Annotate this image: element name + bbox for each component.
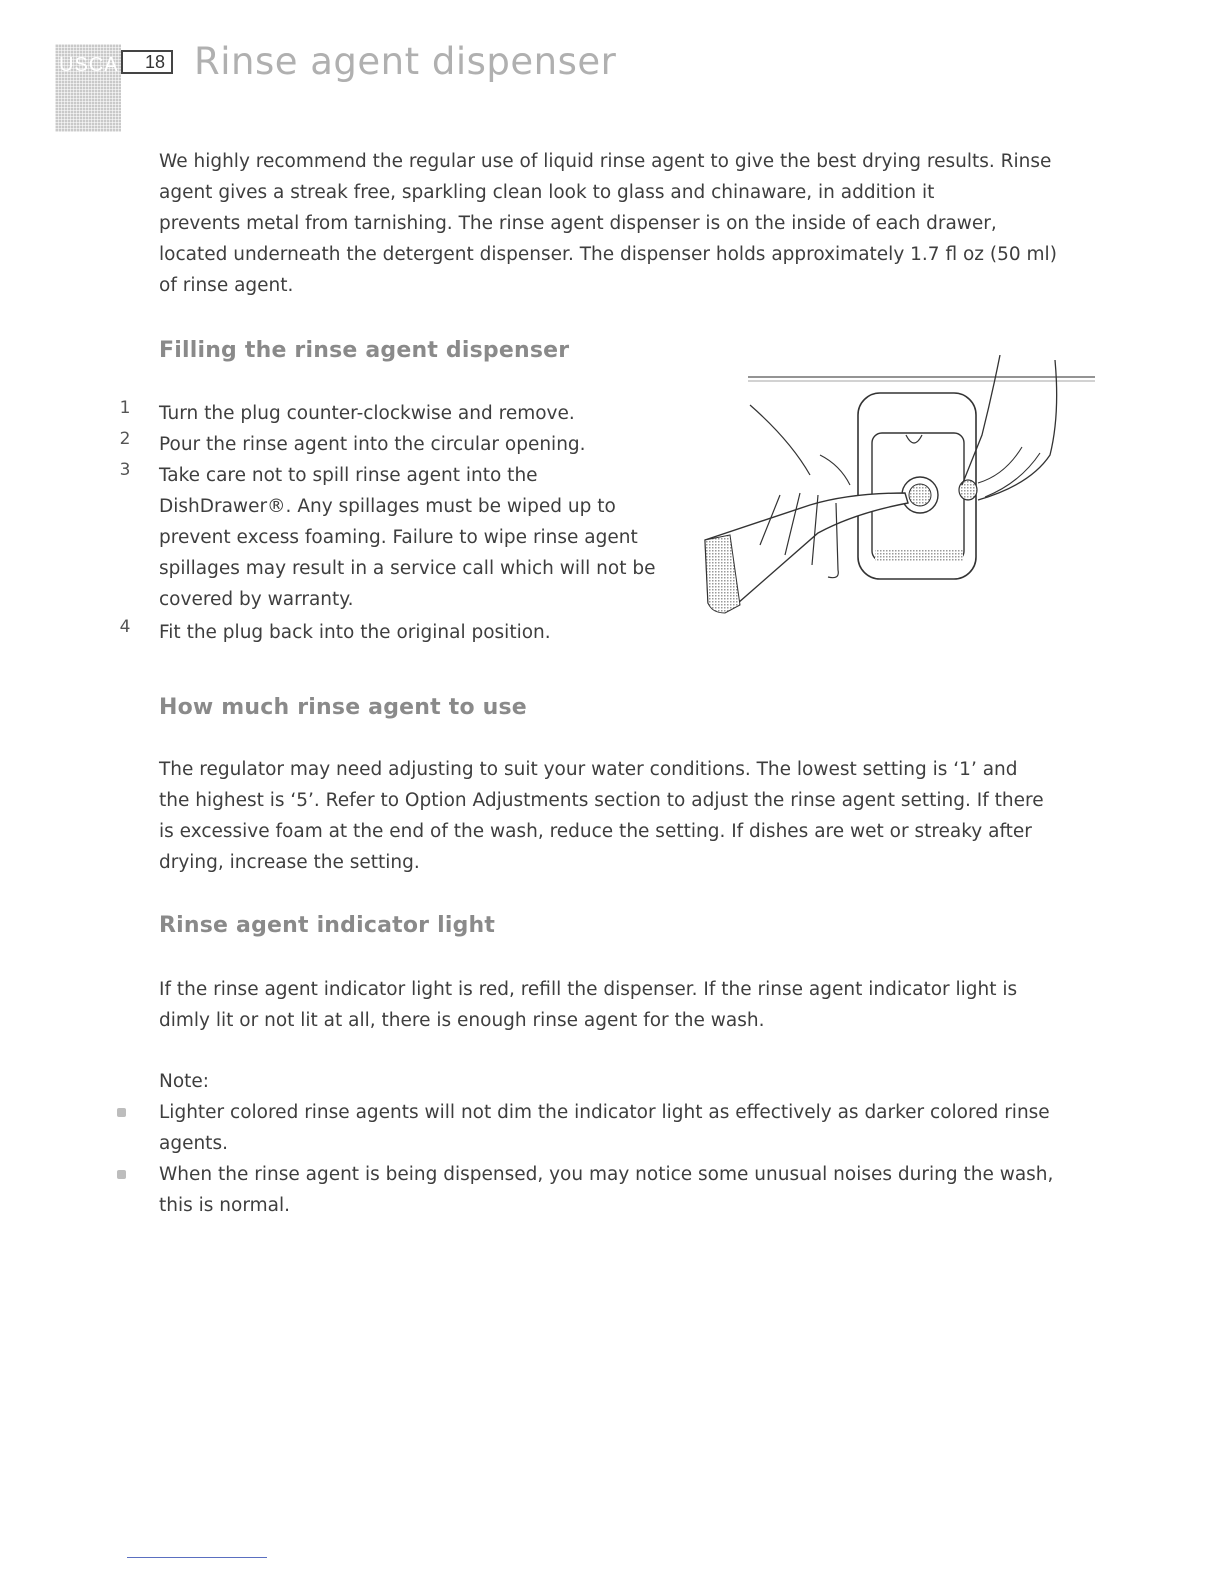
dispenser-shading xyxy=(875,550,963,562)
step-number: 4 xyxy=(119,617,131,637)
bullet-icon xyxy=(117,1170,126,1179)
intro-line: agent gives a streak free, sparkling clean look to glass and chinaware, in addition it xyxy=(159,182,935,203)
page-number: 18 xyxy=(121,50,173,74)
intro-line: of rinse agent. xyxy=(159,275,294,296)
rinse-opening-inner xyxy=(909,484,931,506)
step-text xyxy=(159,460,699,615)
plug-icon xyxy=(959,480,977,500)
step-line: covered by warranty. xyxy=(159,589,354,610)
bullet-icon xyxy=(117,1108,126,1117)
bullet-text xyxy=(159,1159,1089,1221)
filling-heading: Filling the rinse agent dispenser xyxy=(159,338,570,363)
step-number: 3 xyxy=(119,460,131,480)
note-label: Note: xyxy=(159,1071,210,1092)
bullet-text xyxy=(159,1097,1089,1159)
step-line: Pour the rinse agent into the circular opening. xyxy=(159,434,586,455)
region-tab xyxy=(55,44,121,132)
step-number: 1 xyxy=(119,398,131,418)
intro-line: located underneath the detergent dispenser. The dispenser holds approximately 1.7 fl oz (50 ml) xyxy=(159,244,1057,265)
page-title: Rinse agent dispenser xyxy=(194,40,617,83)
intro-line: prevents metal from tarnishing. The rinse agent dispenser is on the inside of each drawer, xyxy=(159,213,997,234)
indicator-heading: Rinse agent indicator light xyxy=(159,913,496,938)
step-line: Turn the plug counter-clockwise and remove. xyxy=(159,403,575,424)
intro-paragraph xyxy=(159,146,1057,301)
para-line: the highest is ‘5’. Refer to Option Adjustments section to adjust the rinse agent setting. If there xyxy=(159,790,1044,811)
how-much-heading: How much rinse agent to use xyxy=(159,695,527,720)
para-line: The regulator may need adjusting to suit your water conditions. The lowest setting is ‘1’ and xyxy=(159,759,1018,780)
para-line: If the rinse agent indicator light is red, refill the dispenser. If the rinse agent indicator light is xyxy=(159,979,1018,1000)
how-much-paragraph xyxy=(159,754,1044,878)
para-line: dimly lit or not lit at all, there is enough rinse agent for the wash. xyxy=(159,1010,765,1031)
dispenser-illustration xyxy=(700,355,1095,620)
right-hand-fingers xyxy=(978,447,1040,497)
bullet-line: agents. xyxy=(159,1133,228,1154)
step-line: Take care not to spill rinse agent into the xyxy=(159,465,538,486)
step-line: prevent excess foaming. Failure to wipe rinse agent xyxy=(159,527,638,548)
bullet-line: Lighter colored rinse agents will not dim the indicator light as effectively as darker colored rinse xyxy=(159,1102,1050,1123)
footer-rule xyxy=(127,1557,267,1558)
para-line: drying, increase the setting. xyxy=(159,852,420,873)
step-text xyxy=(159,398,699,429)
region-tag: USCA xyxy=(59,54,119,76)
step-number: 2 xyxy=(119,429,131,449)
bullet-line: this is normal. xyxy=(159,1195,290,1216)
step-line: Fit the plug back into the original position. xyxy=(159,622,551,643)
step-text xyxy=(159,617,699,648)
bullet-line: When the rinse agent is being dispensed, you may notice some unusual noises during the wash, xyxy=(159,1164,1054,1185)
para-line: is excessive foam at the end of the wash, reduce the setting. If dishes are wet or streaky after xyxy=(159,821,1032,842)
step-text xyxy=(159,429,699,460)
intro-line: We highly recommend the regular use of liquid rinse agent to give the best drying results. Rinse xyxy=(159,151,1052,172)
step-line: DishDrawer®. Any spillages must be wiped up to xyxy=(159,496,616,517)
step-line: spillages may result in a service call which will not be xyxy=(159,558,656,579)
left-hand-thumb xyxy=(820,455,850,485)
indicator-paragraph xyxy=(159,974,1017,1036)
